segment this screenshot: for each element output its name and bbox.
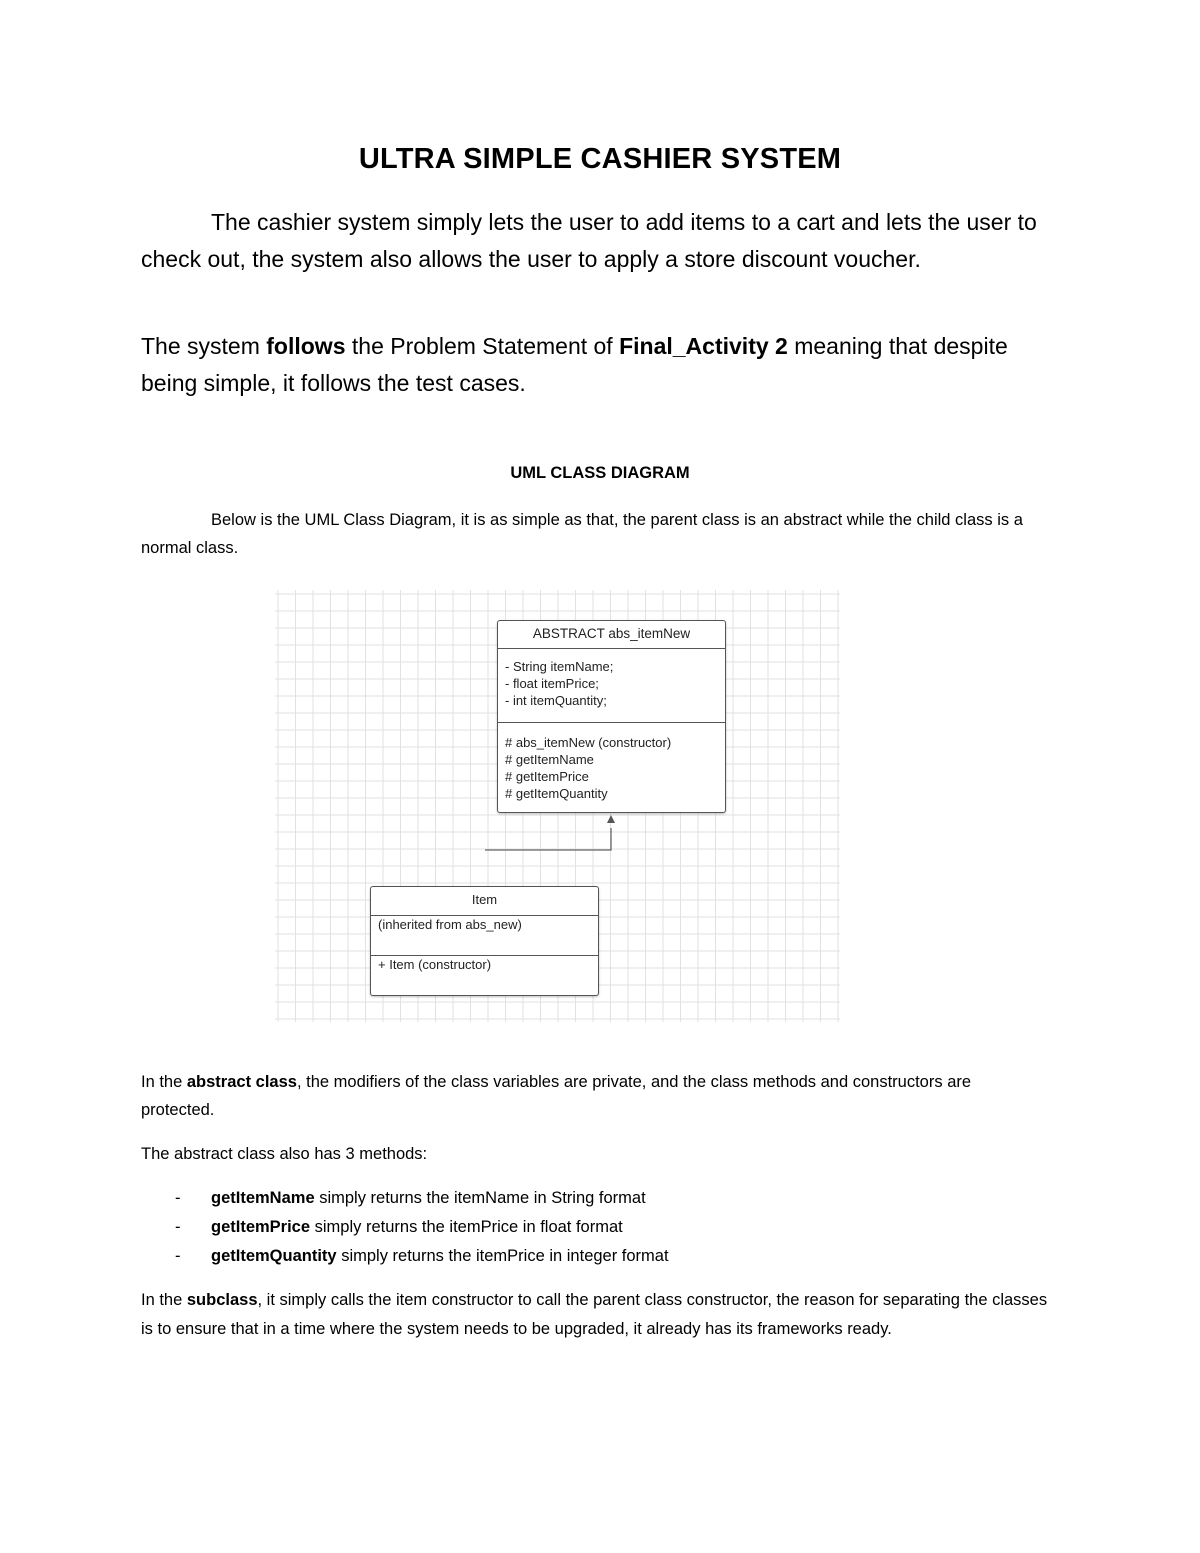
list-dash: - [175, 1189, 181, 1207]
child-class-methods [371, 956, 598, 973]
methods-list [141, 1184, 1041, 1271]
abstract-method: # getItemName [505, 752, 594, 767]
subclass-text-1: In the [141, 1291, 187, 1309]
uml-description-text: Below is the UML Class Diagram, it is as simple as that, the parent class is an abstract while the child class is a normal class. [141, 511, 1023, 557]
abstract-attribute: - float itemPrice; [505, 676, 599, 691]
uml-heading: UML CLASS DIAGRAM [510, 464, 690, 482]
abstract-class-attributes [498, 649, 725, 723]
abstract-method: # getItemPrice [505, 769, 589, 784]
method-desc: simply returns the itemPrice in integer format [336, 1247, 669, 1265]
abstract-text-1: In the [141, 1073, 187, 1091]
abstract-bold: abstract class [186, 1073, 297, 1091]
follows-text-3: meaning that despite being simple, it follows the test cases. [141, 333, 1008, 396]
method-desc: simply returns the itemName in String format [314, 1189, 646, 1207]
uml-description-paragraph [141, 506, 1061, 562]
subclass-paragraph [141, 1286, 1061, 1344]
follows-text-1: The system [141, 333, 267, 359]
child-class-box [370, 886, 599, 996]
list-item [141, 1184, 1041, 1213]
child-class-attributes [371, 916, 598, 956]
abstract-class-methods [498, 723, 725, 802]
follows-text-2: the Problem Statement of [345, 333, 620, 359]
inheritance-line [485, 828, 611, 850]
child-class-name: Item [371, 887, 598, 916]
list-dash: - [175, 1218, 181, 1236]
follows-paragraph [141, 328, 1041, 401]
inheritance-arrowhead [607, 815, 615, 823]
abstract-text-2: , the modifiers of the class variables are private, and the class methods and constructors are protected. [141, 1073, 972, 1119]
follows-bold-1: follows [266, 333, 346, 359]
list-item [141, 1242, 1041, 1271]
abstract-attribute: - int itemQuantity; [505, 693, 607, 708]
intro-text: The cashier system simply lets the user to add items to a cart and lets the user to check out, the system also allows the user to apply a store discount voucher. [141, 209, 1037, 272]
child-method: + Item (constructor) [378, 957, 492, 972]
methods-intro: The abstract class also has 3 methods: [141, 1145, 428, 1163]
abstract-class-name: ABSTRACT abs_itemNew [498, 621, 725, 649]
abstract-class-box [497, 620, 726, 813]
abstract-method: # abs_itemNew (constructor) [505, 735, 672, 750]
list-item [141, 1213, 1041, 1242]
subclass-bold: subclass [186, 1291, 258, 1309]
child-attribute: (inherited from abs_new) [378, 917, 522, 932]
method-name: getItemName [211, 1189, 315, 1207]
intro-paragraph [141, 204, 1041, 277]
method-name: getItemPrice [211, 1218, 311, 1236]
list-dash: - [175, 1247, 181, 1265]
abstract-attribute: - String itemName; [505, 659, 614, 674]
method-desc: simply returns the itemPrice in float format [310, 1218, 623, 1236]
method-name: getItemQuantity [211, 1247, 337, 1265]
document-title: ULTRA SIMPLE CASHIER SYSTEM [358, 143, 842, 175]
subclass-text-2: , it simply calls the item constructor to call the parent class constructor, the reason for separating the classes is to ensure that in a time where the system needs to be upgraded, it already has its frameworks ready. [141, 1291, 1048, 1338]
uml-class-diagram [275, 590, 840, 1022]
abstract-method: # getItemQuantity [505, 786, 608, 801]
follows-bold-2: Final_Activity 2 [619, 333, 788, 359]
abstract-class-paragraph [141, 1068, 1021, 1124]
